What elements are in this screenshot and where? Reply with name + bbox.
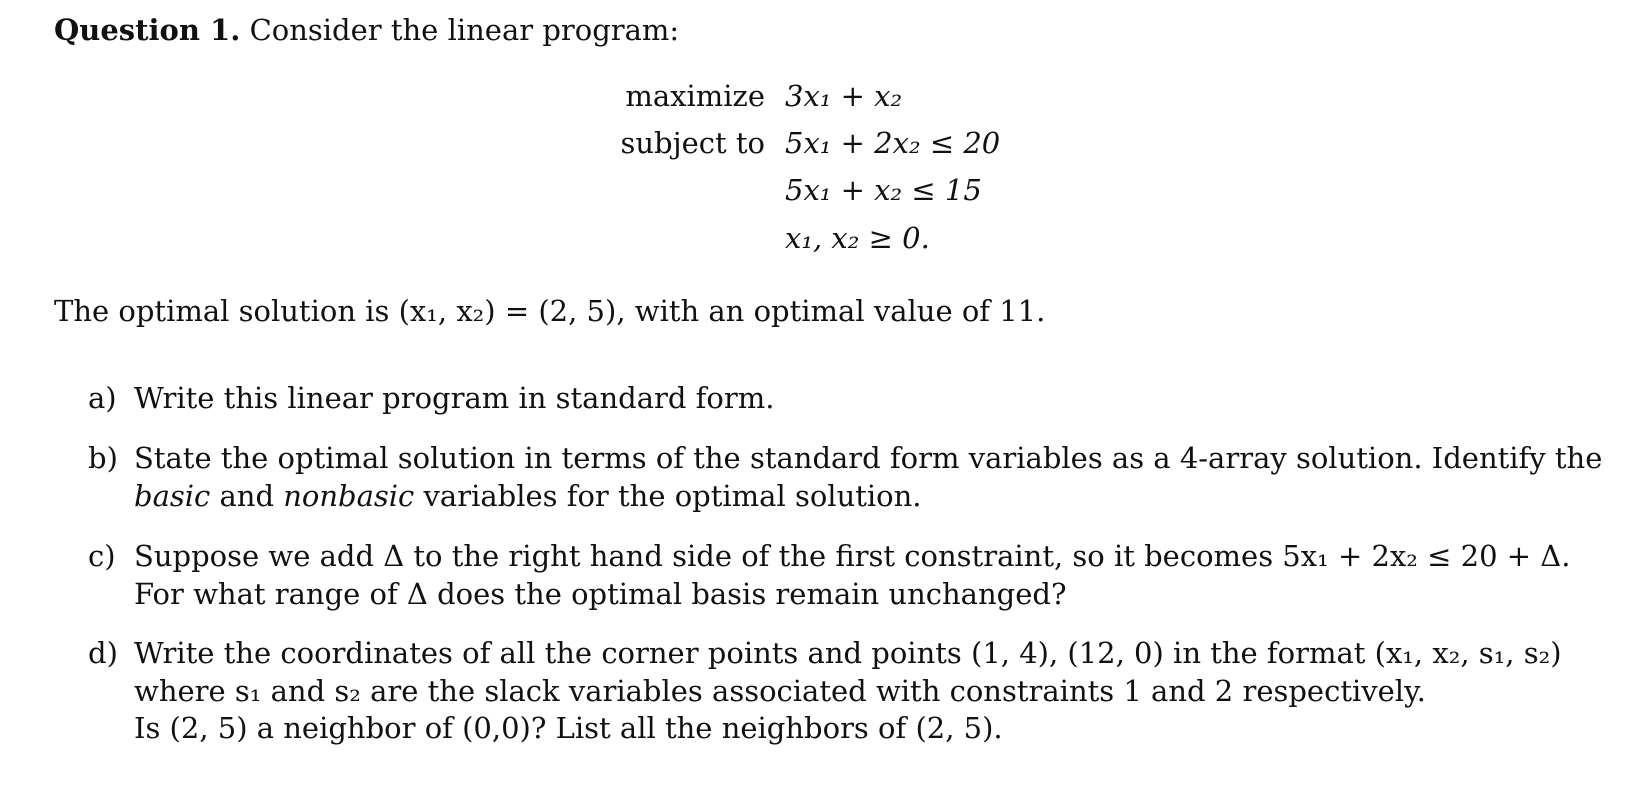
lp-constraint1-expr: 5x₁ + 2x₂ ≤ 20 bbox=[785, 126, 1001, 160]
question-intro: Consider the linear program: bbox=[249, 13, 680, 47]
lp-objective-expr: 3x₁ + x₂ bbox=[785, 79, 903, 113]
part-b-label: b) bbox=[88, 441, 118, 475]
part-a-line-1: Write this linear program in standard form. bbox=[134, 381, 775, 415]
part-c-line-2: For what range of Δ does the optimal basis remain unchanged? bbox=[134, 576, 1067, 611]
lp-nonneg-expr: x₁, x₂ ≥ 0. bbox=[785, 221, 930, 255]
part-b-and: and bbox=[210, 478, 284, 513]
nonbasic-term: nonbasic bbox=[283, 478, 415, 513]
part-a-label: a) bbox=[88, 381, 117, 415]
part-b-line-2 bbox=[134, 478, 1631, 516]
part-d-line-1: Write the coordinates of all the corner points and points (1, 4), (12, 0) in the format (x₁, x₂, s₁, s₂) bbox=[134, 636, 1562, 670]
lp-subject-label: subject to bbox=[620, 126, 765, 160]
part-d-line-3: Is (2, 5) a neighbor of (0,0)? List all the neighbors of (2, 5). bbox=[134, 711, 1003, 746]
optimal-solution-text: The optimal solution is (x₁, x₂) = (2, 5), with an optimal value of 11. bbox=[54, 294, 1046, 328]
question-title: Question 1. bbox=[54, 13, 241, 47]
question-heading bbox=[54, 12, 679, 50]
part-b-line-1: State the optimal solution in terms of the standard form variables as a 4-array solution. Identify the bbox=[134, 441, 1603, 475]
lp-objective-label: maximize bbox=[625, 79, 765, 113]
part-c-line-1: Suppose we add Δ to the right hand side of the first constraint, so it becomes 5x₁ + 2x₂ ≤ 20 + Δ. bbox=[134, 539, 1571, 573]
basic-term: basic bbox=[134, 478, 211, 513]
part-a-text bbox=[134, 380, 1631, 418]
part-d-label: d) bbox=[88, 636, 118, 670]
part-b-text bbox=[134, 440, 1631, 515]
part-c-label: c) bbox=[88, 539, 116, 573]
part-c-text bbox=[134, 538, 1631, 613]
part-d-text bbox=[134, 635, 1631, 748]
part-b-line-2-end: variables for the optimal solution. bbox=[414, 478, 922, 513]
lp-constraint2-expr: 5x₁ + x₂ ≤ 15 bbox=[785, 173, 982, 207]
part-d-line-2: where s₁ and s₂ are the slack variables associated with constraints 1 and 2 respectively. bbox=[134, 673, 1426, 708]
